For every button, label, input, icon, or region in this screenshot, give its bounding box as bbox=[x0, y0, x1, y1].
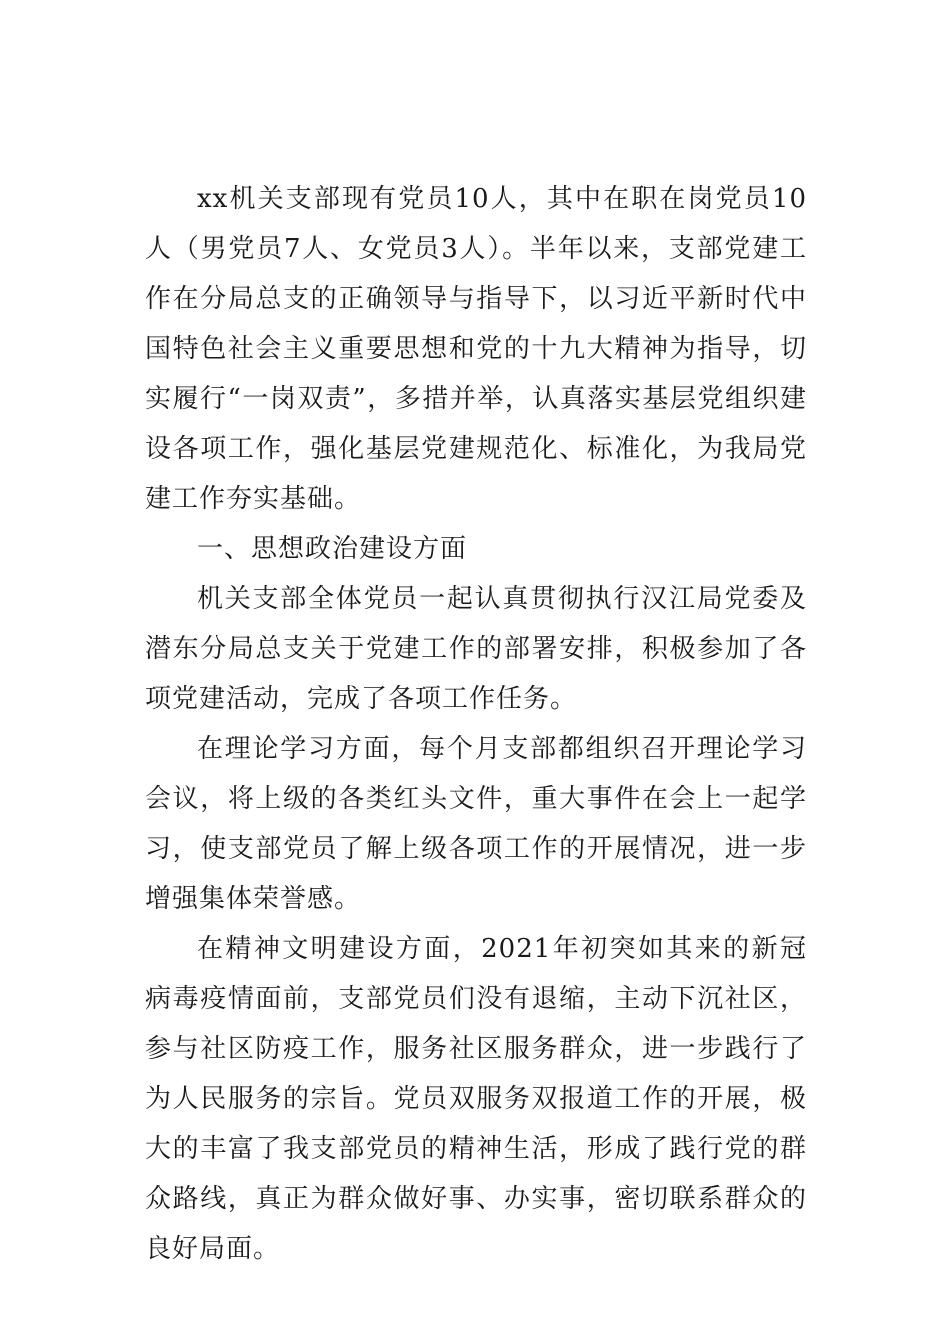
body-paragraph: 在理论学习方面，每个月支部都组织召开理论学习会议，将上级的各类红头文件，重大事件在会上一起学习，使支部党员了解上级各项工作的开展情况，进一步增强集体荣誉感。 bbox=[145, 734, 807, 914]
document-body bbox=[145, 174, 807, 1274]
body-paragraph: 机关支部全体党员一起认真贯彻执行汉江局党委及潜东分局总支关于党建工作的部署安排，积极参加了各项党建活动，完成了各项工作任务。 bbox=[145, 584, 807, 714]
section-heading: 一、思想政治建设方面 bbox=[197, 534, 468, 564]
body-paragraph: 在精神文明建设方面，2021年初突如其来的新冠病毒疫情面前，支部党员们没有退缩，主动下沉社区，参与社区防疫工作，服务社区服务群众，进一步践行了为人民服务的宗旨。党员双服务双报道工作的开展，极大的丰富了我支部党员的精神生活，形成了践行党的群众路线，真正为群众做好事、办实事，密切联系群众的良好局面。 bbox=[145, 934, 807, 1264]
intro-paragraph: xx机关支部现有党员10人，其中在职在岗党员10人（男党员7人、女党员3人）。半年以来，支部党建工作在分局总支的正确领导与指导下，以习近平新时代中国特色社会主义重要思想和党的十九大精神为指导，切实履行“一岗双责”，多措并举，认真落实基层党组织建设各项工作，强化基层党建规范化、标准化，为我局党建工作夯实基础。 bbox=[145, 184, 807, 514]
